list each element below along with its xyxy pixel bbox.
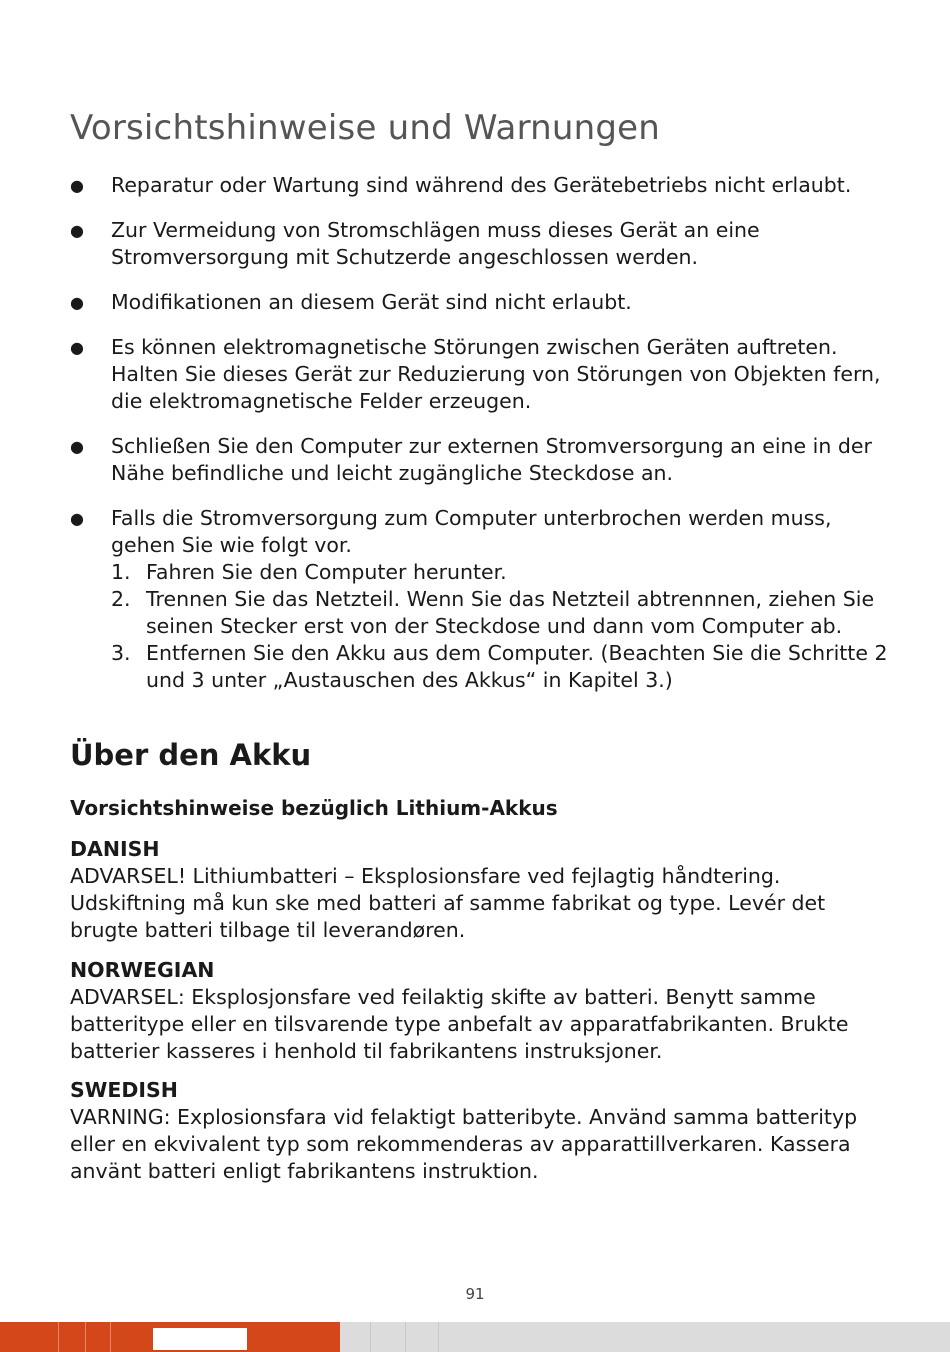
warning-text: ADVARSEL! Lithiumbatteri – Eksplosionsfare ved fejlagtig håndtering. Udskiftning må kun ske med batteri af samme fabrikat og type. Levér det brugte batteri tilbage til leverandøren. [70,864,826,942]
list-item-text: Es können elektromagnetische Störungen zwischen Geräten auftreten. Halten Sie dieses Gerät zur Reduzierung von Störungen von Objekten fern, die elektromagnetische Felder erzeugen. [111,335,881,413]
step-text: Trennen Sie das Netzteil. Wenn Sie das Netzteil abtrennnen, ziehen Sie seinen Stecker erst von der Steckdose und dann vom Computer ab. [146,587,875,638]
language-label: NORWEGIAN [70,958,215,982]
footer-divider [405,1322,406,1352]
danish-warning [70,836,890,944]
list-item [70,334,890,415]
step-number: 1. [111,560,131,584]
swedish-warning [70,1077,890,1185]
bullet-icon: ● [70,176,84,195]
page-title: Vorsichtshinweise und Warnungen [70,108,661,148]
page-number: 91 [465,1285,485,1303]
procedure-steps [111,559,890,694]
step-text: Entfernen Sie den Akku aus dem Computer. (Beachten Sie die Schritte 2 und 3 unter „Austauschen des Akkus“ in Kapitel 3.) [146,641,888,692]
bullet-icon: ● [70,293,84,312]
footer-accent [0,1322,340,1352]
list-item [70,172,890,199]
footer-divider [58,1322,59,1352]
section-heading: Über den Akku [70,738,312,772]
footer-divider [85,1322,86,1352]
list-item [70,217,890,271]
warning-list [70,172,890,712]
list-item-text: Zur Vermeidung von Stromschlägen muss dieses Gerät an eine Stromversorgung mit Schutzerde angeschlossen werden. [111,218,760,269]
list-item-text: Schließen Sie den Computer zur externen Stromversorgung an eine in der Nähe befindliche und leicht zugängliche Steckdose an. [111,434,872,485]
footer-bar [0,1322,950,1352]
list-item [70,505,890,694]
language-label: SWEDISH [70,1078,178,1102]
bullet-icon: ● [70,509,84,528]
warning-text: VARNING: Explosionsfara vid felaktigt batteribyte. Använd samma batterityp eller en ekvivalent typ som rekommenderas av apparattillverkaren. Kassera använt batteri enligt fabrikantens instruktion. [70,1105,858,1183]
norwegian-warning [70,957,890,1065]
list-item [70,289,890,316]
step-text: Fahren Sie den Computer herunter. [146,560,507,584]
footer-divider [370,1322,371,1352]
bullet-icon: ● [70,221,84,240]
step-item [111,640,890,694]
step-number: 2. [111,587,131,611]
list-item-text: Reparatur oder Wartung sind während des Gerätebetriebs nicht erlaubt. [111,173,852,197]
language-label: DANISH [70,837,160,861]
footer-divider [438,1322,439,1352]
footer-divider [110,1322,111,1352]
list-item-text: Falls die Stromversorgung zum Computer unterbrochen werden muss, gehen Sie wie folgt vor. [111,506,832,557]
step-number: 3. [111,641,131,665]
step-item [111,586,890,640]
bullet-icon: ● [70,437,84,456]
step-item [111,559,890,586]
footer-highlight [153,1328,247,1350]
bullet-icon: ● [70,338,84,357]
subsection-heading: Vorsichtshinweise bezüglich Lithium-Akkus [70,796,558,820]
list-item [70,433,890,487]
list-item-text: Modifikationen an diesem Gerät sind nicht erlaubt. [111,290,632,314]
warning-text: ADVARSEL: Eksplosjonsfare ved feilaktig skifte av batteri. Benytt samme batteritype eller en tilsvarende type anbefalt av apparatfabrikanten. Brukte batterier kasseres i henhold til fabrikantens instruksjoner. [70,985,849,1063]
